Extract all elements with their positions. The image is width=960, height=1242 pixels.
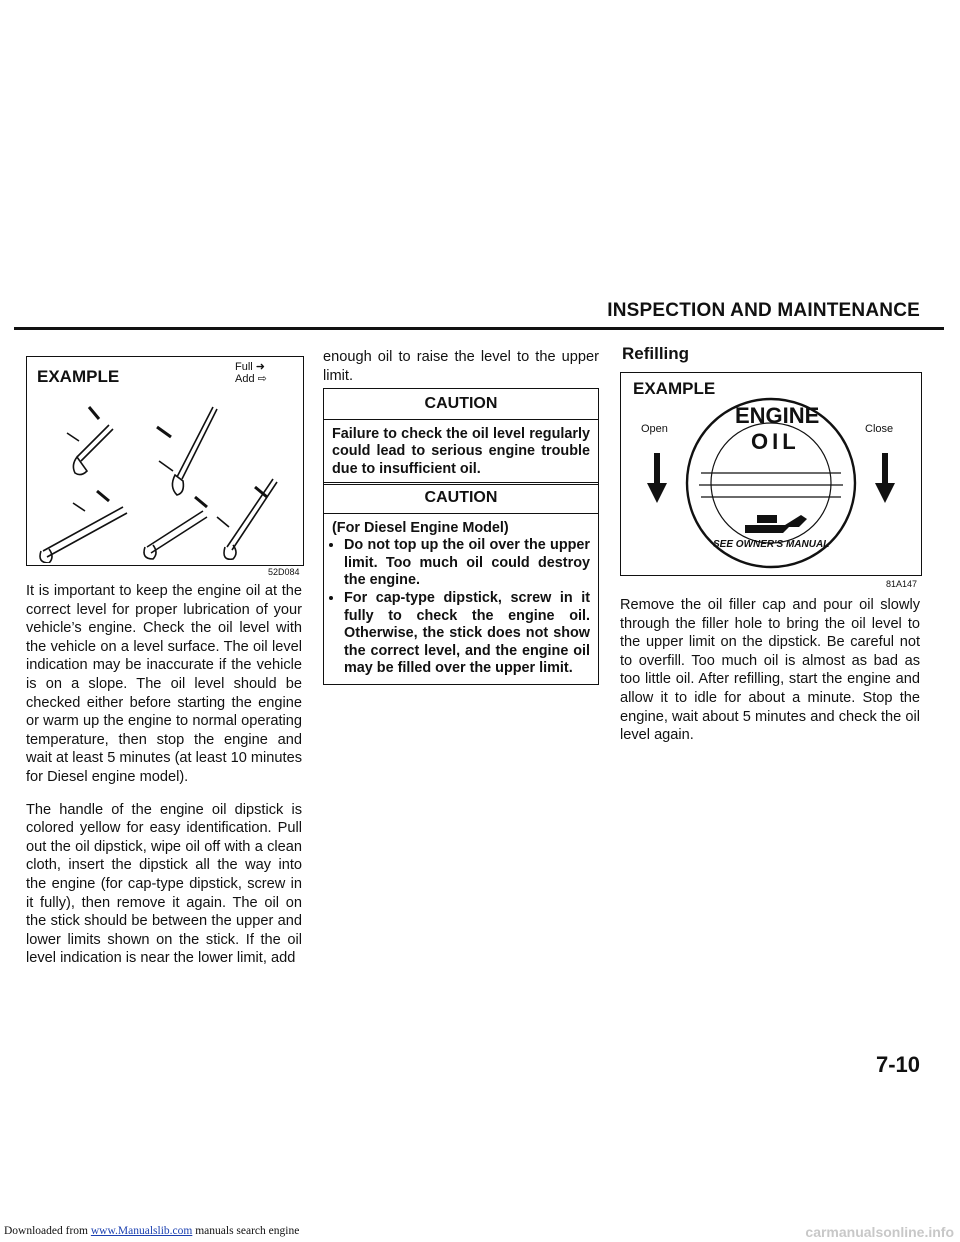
cap-text-engine: ENGINE: [735, 403, 820, 428]
column-1: [26, 582, 302, 982]
arrow-outline-icon: ⇨: [257, 373, 267, 385]
figure-legend: [235, 361, 267, 385]
paragraph: Remove the oil filler cap and pour oil slowly through the filler hole to bring the oil level to the upper limit on the dipstick. Be careful not to overfill. Too much oil is almost as bad as too little oil. After refilling, start the engine and allow it to idle for about a minute. Stop the engine, wait about 5 minutes and check the oil level again.: [620, 597, 920, 744]
footer-prefix: Downloaded from: [4, 1225, 91, 1237]
caution-text: Failure to check the oil level regularly could lead to serious engine trouble due to insufficient oil.: [332, 425, 590, 477]
watermark: carmanualsonline.info: [805, 1224, 954, 1240]
caution-item: • Do not top up the oil over the upper limit. Too much oil could destroy the engine.: [344, 537, 590, 590]
caution-intro: (For Diesel Engine Model): [332, 519, 509, 536]
caution-list: [332, 537, 590, 678]
paragraph: enough oil to raise the level to the upper limit.: [323, 349, 599, 384]
figure-code: 81A147: [886, 579, 918, 589]
close-arrow-icon: [875, 453, 895, 503]
caution-caption: CAUTION: [324, 483, 598, 514]
page-number: 7-10: [875, 1052, 920, 1077]
figure-code: 52D084: [268, 567, 300, 577]
caution-box-2: [323, 482, 599, 685]
paragraph: It is important to keep the engine oil at the correct level for proper lubrication of your vehicle’s engine. Check the oil level with the vehicle on a level surface. The oil level indication may be inaccurate if the vehicle is on a slope. The oil level should be checked either before starting the engine or warm up the engine to normal operating temperature, then stop the engine and wait at least 5 minutes (at least 10 minutes for Diesel engine model).: [26, 583, 302, 785]
refilling-heading: Refilling: [622, 344, 690, 363]
section-title: INSPECTION AND MAINTENANCE: [607, 300, 920, 321]
dipstick-figure: [26, 356, 304, 566]
footer-suffix: manuals search engine: [192, 1225, 300, 1237]
manualslib-link[interactable]: www.Manualslib.com: [90, 1225, 193, 1237]
column-3: [620, 596, 920, 759]
header-rule: [14, 327, 944, 330]
caution-item: • For cap-type dipstick, screw in it fully to check the engine oil. Otherwise, the stick does not show the correct level, and the engine oil may be filled over the upper limit.: [344, 590, 590, 678]
cap-text-oil: OIL: [751, 429, 800, 454]
cap-ring-text: SEE OWNER'S MANUAL: [713, 539, 830, 550]
open-arrow-icon: [647, 453, 667, 503]
open-label: Open: [641, 423, 668, 435]
close-label: Close: [865, 423, 894, 435]
figure-label: EXAMPLE: [37, 367, 120, 386]
dipstick-illustration: [27, 387, 303, 563]
oil-cap-figure: [620, 372, 922, 576]
paragraph: The handle of the engine oil dipstick is colored yellow for easy identification. Pull out the oil dipstick, wipe oil off with a clean cloth, insert the dipstick all the way into the engine (for cap-type dipstick, screw in it fully), then remove it again. The oil on the stick should be between the upper and lower limits shown on the stick. If the oil level indication is near the lower limit, add: [26, 801, 302, 967]
figure-label: EXAMPLE: [633, 379, 716, 398]
legend-add-label: Add: [235, 373, 255, 385]
caution-caption: CAUTION: [324, 389, 598, 420]
caution-box-1: [323, 388, 599, 485]
caution-body: [324, 514, 598, 684]
download-footer: [4, 1225, 299, 1237]
legend-full-label: Full: [235, 361, 253, 373]
arrow-filled-icon: ➜: [255, 361, 266, 373]
